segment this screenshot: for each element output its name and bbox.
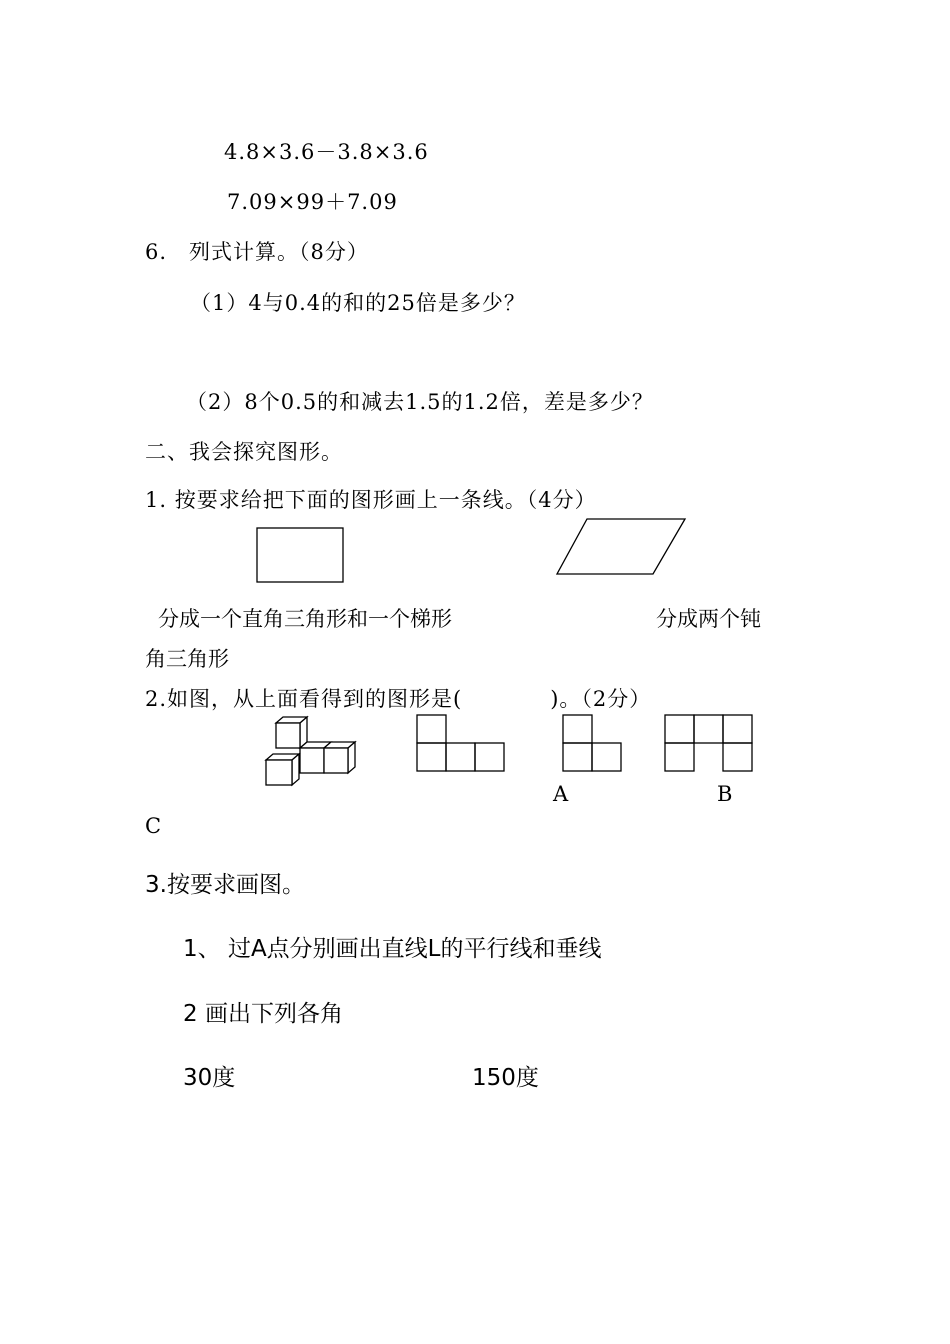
- question-3-title: 3.按要求画图。: [145, 872, 305, 898]
- question-3-item-1: 1、 过A点分别画出直线L的平行线和垂线: [183, 936, 602, 962]
- angle-150-label: 150度: [472, 1065, 539, 1091]
- calc-expression-1: 4.8×3.6－3.8×3.6: [224, 140, 429, 164]
- question-1-title: 1. 按要求给把下面的图形画上一条线。（4分）: [145, 488, 597, 512]
- parallelogram-figure: [555, 517, 687, 577]
- option-label-b: B: [717, 782, 734, 806]
- question-2-title: 2.如图，从上面看得到的图形是( )。（2分）: [145, 687, 652, 711]
- caption-parallelogram: 分成两个钝: [656, 607, 761, 631]
- option-grid-b: [664, 714, 756, 774]
- question-6-title: 6. 列式计算。（8分）: [145, 240, 369, 264]
- option-grid-a: [562, 714, 624, 774]
- caption-parallelogram-wrap: 角三角形: [145, 647, 229, 671]
- question-6-part-2: （2）8个0.5的和减去1.5的1.2倍，差是多少？: [186, 390, 654, 414]
- option-label-c: C: [145, 814, 163, 838]
- angle-30-label: 30度: [183, 1065, 236, 1091]
- option-grid-1: [416, 714, 508, 774]
- question-3-item-2: 2 画出下列各角: [183, 1001, 343, 1027]
- rectangle-figure: [256, 527, 346, 585]
- calc-expression-2: 7.09×99＋7.09: [227, 190, 398, 214]
- section-2-heading: 二、我会探究图形。: [145, 440, 343, 464]
- question-6-part-1: （1）4与0.4的和的25倍是多少？: [190, 291, 526, 315]
- option-label-a: A: [553, 782, 570, 806]
- cube-stack-figure: [262, 715, 366, 790]
- caption-rectangle: 分成一个直角三角形和一个梯形: [158, 607, 452, 631]
